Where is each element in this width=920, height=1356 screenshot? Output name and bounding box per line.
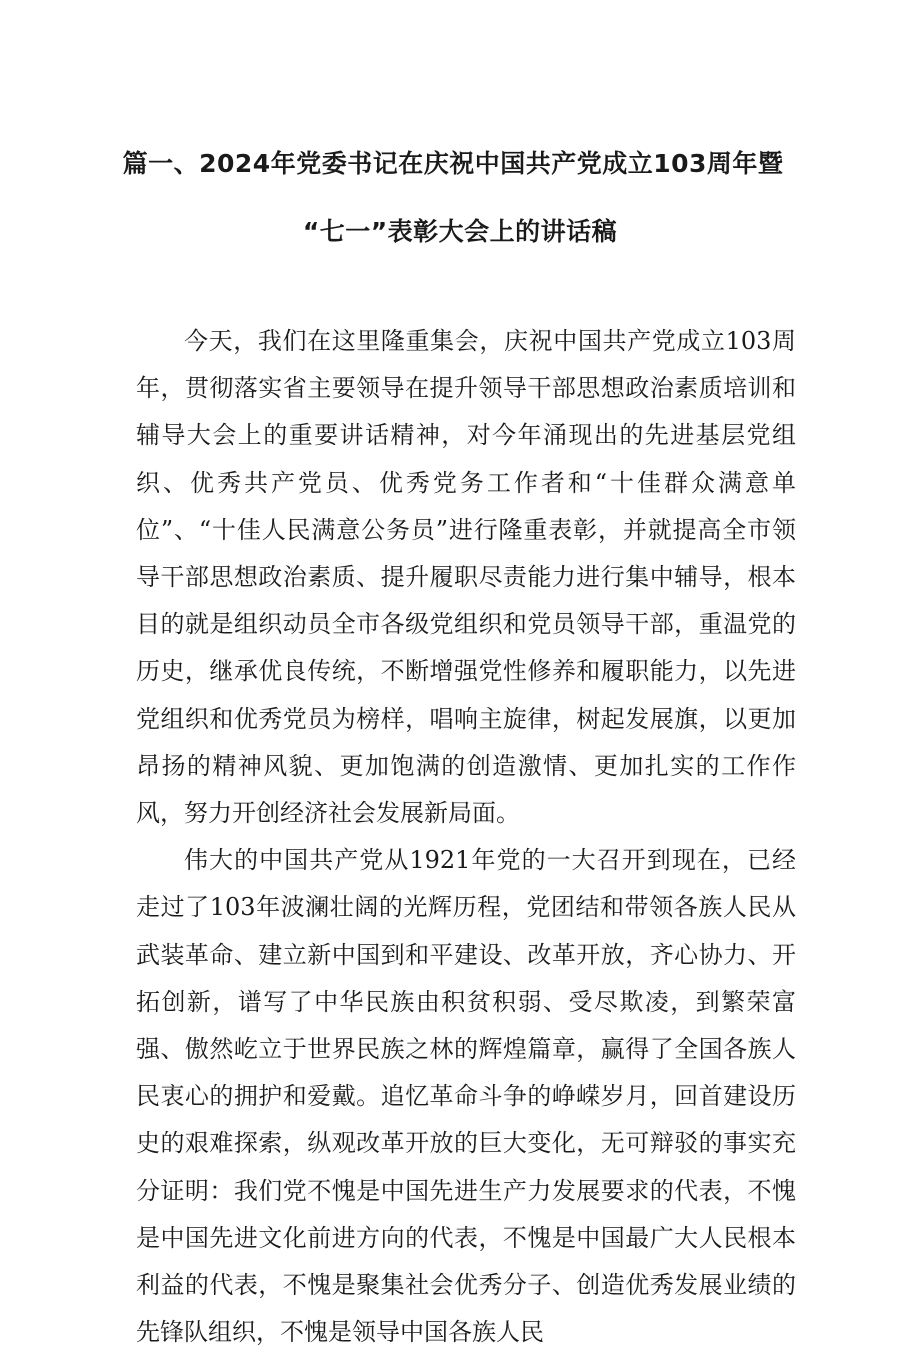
document-body xyxy=(136,318,796,1356)
title-line-1: 篇一、2024年党委书记在庆祝中国共产党成立103周年暨 xyxy=(122,149,784,178)
title-line-2: “七一”表彰大会上的讲话稿 xyxy=(302,217,618,246)
paragraph-2: 伟大的中国共产党从1921年党的一大召开到现在，已经走过了103年波澜壮阔的光辉历程，党团结和带领各族人民从武装革命、建立新中国到和平建设、改革开放，齐心协力、开拓创新，谱写了中华民族由积贫积弱、受尽欺凌，到繁荣富强、傲然屹立于世界民族之林的辉煌篇章，赢得了全国各族人民衷心的拥护和爱戴。追忆革命斗争的峥嵘岁月，回首建设历史的艰难探索，纵观改革开放的巨大变化，无可辩驳的事实充分证明：我们党不愧是中国先进生产力发展要求的代表，不愧是中国先进文化前进方向的代表，不愧是中国最广大人民根本利益的代表，不愧是聚集社会优秀分子、创造优秀发展业绩的先锋队组织，不愧是领导中国各族人民 xyxy=(136,846,796,1347)
paragraph-1: 今天，我们在这里隆重集会，庆祝中国共产党成立103周年，贯彻落实省主要领导在提升领导干部思想政治素质培训和辅导大会上的重要讲话精神，对今年涌现出的先进基层党组织、优秀共产党员、优秀党务工作者和“十佳群众满意单位”、“十佳人民满意公务员”进行隆重表彰，并就提高全市领导干部思想政治素质、提升履职尽责能力进行集中辅导，根本目的就是组织动员全市各级党组织和党员领导干部，重温党的历史，继承优良传统，不断增强党性修养和履职能力，以先进党组织和优秀党员为榜样，唱响主旋律，树起发展旗，以更加昂扬的精神风貌、更加饱满的创造激情、更加扎实的工作作风，努力开创经济社会发展新局面。 xyxy=(136,327,796,828)
document-title xyxy=(0,148,920,248)
